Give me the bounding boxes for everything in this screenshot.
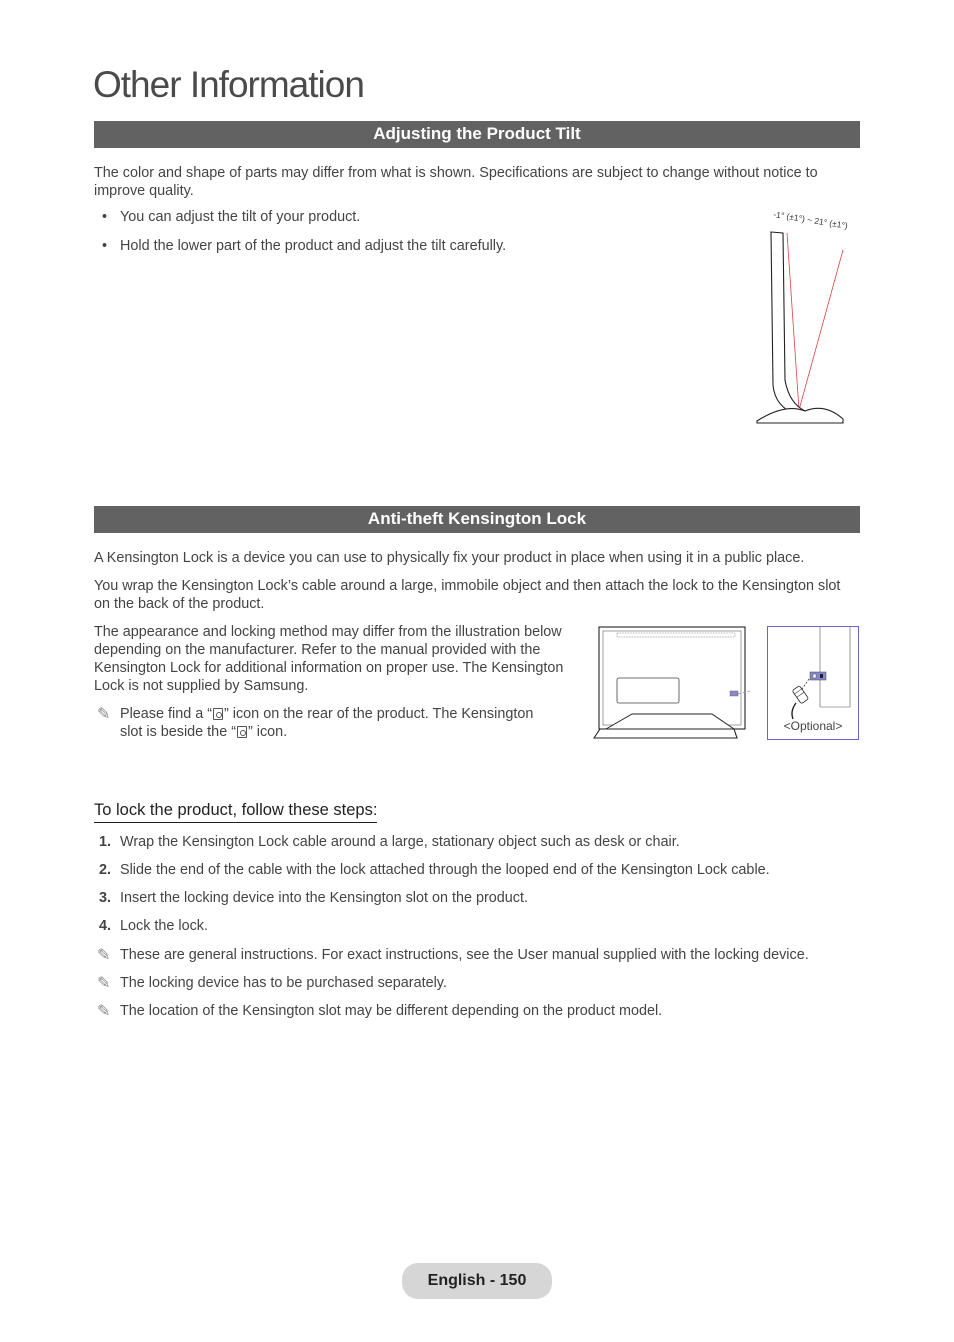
steps-note: ✎ The locking device has to be purchased separately. [97,973,447,992]
kensington-para-1: A Kensington Lock is a device you can use to physically fix your product in place when using it in a public place. [94,550,805,566]
lock-cable [792,703,796,719]
kensington-lock-icon [213,708,223,720]
kensington-zoom-box [767,626,859,740]
pencil-note-icon: ✎ [97,945,111,964]
section-heading-kensington: Anti-theft Kensington Lock [94,506,860,533]
pencil-note-icon: ✎ [97,973,111,992]
slot-lock-icon [813,674,816,678]
slot-opening [820,674,823,678]
section-heading-tilt: Adjusting the Product Tilt [94,121,860,148]
tilt-angle-label: -1° (±1°) ~ 21° (±1°) [772,209,849,231]
page-number-badge: English - 150 [402,1263,552,1299]
kensington-para-2: You wrap the Kensington Lock’s cable around a large, immobile object and then attach the lock to the Kensington slot on the back of the product. [94,578,841,612]
pencil-note-icon: ✎ [97,1001,111,1020]
monitor-panel-side [771,232,805,415]
kensington-note-line-2: slot is beside the “ ” icon. [120,724,288,740]
kensington-icon-note [94,705,564,745]
steps-heading: To lock the product, follow these steps: [94,801,377,823]
optional-label: <Optional> [783,719,843,733]
monitor-stand-base [757,408,843,423]
kensington-lock-icon [237,726,247,738]
lock-insert-path [802,679,809,689]
tilt-bullet-item: • You can adjust the tilt of your product. [94,208,714,226]
tilt-max-line [799,250,843,410]
kensington-slot-marker [730,691,738,696]
steps-note: ✎ These are general instructions. For exact instructions, see the User manual supplied with the locking device. [97,945,809,964]
tilt-bullet-list [94,208,714,255]
steps-note: ✎ The location of the Kensington slot may be different depending on the product model. [97,1001,663,1020]
page-title: Other Information [93,64,364,105]
tilt-bullet-item: • Hold the lower part of the product and adjust the tilt carefully. [94,237,714,255]
tilt-intro: The color and shape of parts may differ from what is shown. Specifications are subject to change without notice to improve quality. [94,165,818,199]
tilt-illustration [745,205,870,435]
kensington-lock-device [792,686,809,704]
kensington-note-line-1: Please find a “ ” icon on the rear of the product. The Kensington [120,706,534,722]
kensington-slot-zoom [810,672,826,680]
monitor-rear-illustration [592,624,750,742]
tilt-reference-line [787,233,799,410]
monitor-stand-base [594,729,737,738]
pencil-note-icon: ✎ [97,704,111,723]
kensington-para-3: The appearance and locking method may differ from the illustration below depending on the manufacturer. Refer to the manual provided with the Kensington Lock for additional information on proper use. The Kensington Lock is not supplied by Samsung. [94,624,564,694]
